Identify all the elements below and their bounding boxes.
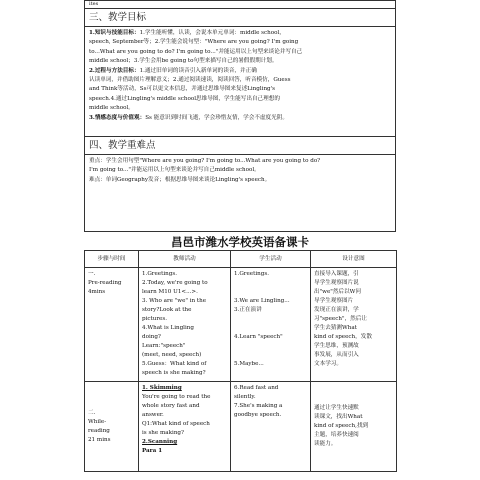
lesson-table — [84, 250, 397, 472]
cell-line: Q1:What kind of speech — [142, 421, 210, 427]
student-cell — [231, 268, 311, 382]
teacher-cell — [139, 382, 231, 472]
purpose-cell — [311, 382, 397, 472]
objective-text: middle school；3.学生会用be going to句型来描写自己的暑假假期计划。 — [89, 58, 278, 65]
cell-line: 3. Who are "we" in the — [142, 298, 207, 304]
cell-line: 4.What is Lingling — [142, 325, 194, 331]
teacher-cell — [139, 268, 231, 382]
scanning-heading: 2.Scanning — [142, 439, 178, 445]
objective-line — [89, 29, 391, 38]
cell-line: 3.正在演讲 — [234, 307, 262, 313]
step-cell — [85, 268, 139, 382]
cell-line: silently. — [234, 394, 256, 400]
cell-line: reading — [88, 427, 110, 434]
top-fragment: ites — [85, 1, 395, 9]
section3-body — [85, 27, 395, 137]
cell-line: 发现正在演讲，学 — [314, 307, 359, 313]
cell-line: 5.Guess：What kind of — [142, 361, 207, 367]
cell-line: 直接导入课题，引 — [314, 271, 359, 277]
cell-line — [234, 315, 307, 324]
cell-line: Learn:"speech" — [142, 343, 186, 349]
cell-line: doing? — [142, 334, 161, 340]
cell-line: 5.Maybe... — [234, 361, 264, 367]
cell-line: kind of speech,找到 — [314, 423, 369, 429]
objective-text: 1.学生能听懂，认读，会说本单元单词：middle school， — [139, 30, 285, 36]
skimming-heading: 1. Skimming — [142, 385, 182, 391]
objective-text: 1.通过旧单词的读音引入新单词的读音，并正确 — [139, 67, 257, 74]
cell-line: 导学生观察图片说 — [314, 280, 359, 286]
objective-line — [89, 104, 391, 113]
objective-text: 认读单词，并借助图片理解意义；2.通过阅读速读，阅读回答，听音模仿，Guess — [89, 77, 291, 84]
cell-line: 二. — [88, 409, 96, 416]
cell-line: 4mins — [88, 289, 106, 295]
cell-line: learn M10 U1<...>. — [142, 289, 198, 295]
table-header-row — [85, 251, 397, 268]
cell-line: 2.Today, we're going to — [142, 280, 208, 286]
cell-line: 1.Greetings. — [234, 271, 269, 277]
objective-text: and Think等活动，Ss可以更文本信息，并通过思维导图来复述Lingling's — [89, 86, 276, 93]
cell-line: 3.We are Lingling... — [234, 298, 290, 304]
key-point-line: 难点：单词Geography发音；根据思维导图来谈论Lingling's speech。 — [89, 176, 271, 183]
cell-line: 7.She's making a — [234, 403, 283, 409]
objective-label: 2.过程与方法目标： — [89, 67, 140, 74]
cell-line: 事发展，从而引入 — [314, 352, 359, 358]
cell-line — [234, 288, 307, 297]
cell-line: 主题，培养快速阅 — [314, 432, 359, 438]
cell-line: 学生思维，预测故 — [314, 343, 359, 349]
objective-line — [89, 57, 391, 66]
cell-line: 读课文，找出What — [314, 414, 363, 420]
cell-line: kind of speech，发散 — [314, 334, 372, 340]
objective-text: speech.4.通过Lingling's middle school思维导图，学生能写出自己理想的 — [89, 95, 280, 102]
section4-body — [85, 155, 395, 187]
cell-line — [234, 324, 307, 333]
objective-text: Ss 能意识到时间飞逝，学会珍惜友情，学会不虚度光阴。 — [145, 114, 288, 121]
cell-line: speech is she making? — [142, 370, 206, 376]
table-row — [85, 382, 397, 472]
cell-line: 一. — [88, 271, 96, 277]
cell-line — [234, 342, 307, 351]
student-cell — [231, 382, 311, 472]
cell-line: goodbye speech. — [234, 412, 282, 418]
cell-line: You're going to read the — [142, 394, 211, 400]
cell-line: 4.Learn "speech" — [234, 334, 283, 340]
cell-line: whole story fast and — [142, 403, 200, 409]
cell-line: While- — [88, 418, 107, 425]
header-purpose: 设计意图 — [311, 251, 397, 268]
objective-text: middle school。 — [89, 105, 134, 112]
objective-label: 3.情感态度与价值观： — [89, 114, 146, 121]
objective-line — [89, 85, 391, 94]
header-teacher: 教师活动 — [139, 251, 231, 268]
teacher-lines — [142, 393, 227, 438]
header-step: 步骤与时间 — [85, 251, 139, 268]
cell-line: 1.Greetings. — [142, 271, 177, 277]
lesson-plan-sheet — [84, 0, 396, 232]
section3-heading: 三、教学目标 — [85, 9, 395, 27]
objective-text: speech, September等；2.学生能会说句型："Where are you going? I'm going — [89, 39, 299, 46]
cell-line: is she making? — [142, 430, 184, 436]
cell-line — [234, 279, 307, 288]
table-row — [85, 268, 397, 382]
key-point-line: I'm going to..."并能运用以上句型来谈论并写自己middle school。 — [89, 167, 260, 174]
purpose-cell — [311, 268, 397, 382]
cell-line: 习"speech"，然后让 — [314, 316, 367, 322]
cell-line: 读能力。 — [314, 441, 337, 447]
cell-line: Pre-reading — [88, 280, 122, 286]
cell-line: story?Look at the — [142, 307, 192, 313]
cell-line: pictures. — [142, 316, 167, 322]
para-label: Para 1 — [142, 448, 163, 454]
objective-line — [89, 95, 391, 104]
cell-line: 出"we"然后以W问 — [314, 289, 361, 295]
document-page — [84, 0, 396, 480]
cell-line: answer. — [142, 412, 164, 418]
section4-heading: 四、教学重难点 — [85, 137, 395, 155]
cell-line: 学生去猜测What — [314, 325, 357, 331]
cell-line: (meet, need, speech) — [142, 352, 202, 358]
header-student: 学生活动 — [231, 251, 311, 268]
objective-text: to...What are you going to do? I'm going to..."并能运用以上句型来谈论并写自己 — [89, 48, 303, 55]
cell-line: 21 mins — [88, 436, 111, 443]
objective-line — [89, 76, 391, 85]
objective-line — [89, 114, 391, 123]
key-point-line: 重点：学生会用句型"Where are you going? I'm going to...What are you going to do? — [89, 158, 321, 164]
objective-line — [89, 67, 391, 76]
cell-line: 文本学习。 — [314, 361, 342, 367]
objective-line — [89, 38, 391, 47]
objective-label: 1.知识与技能目标： — [89, 30, 140, 36]
card-title: 昌邑市潍水学校英语备课卡 — [171, 235, 309, 249]
cell-line: 导学生观察图片 — [314, 298, 354, 304]
cell-line — [234, 351, 307, 360]
cell-line: 通过让学生快速默 — [314, 405, 359, 411]
step-cell — [85, 382, 139, 472]
cell-line: 6.Read fast and — [234, 385, 279, 391]
objective-line — [89, 48, 391, 57]
